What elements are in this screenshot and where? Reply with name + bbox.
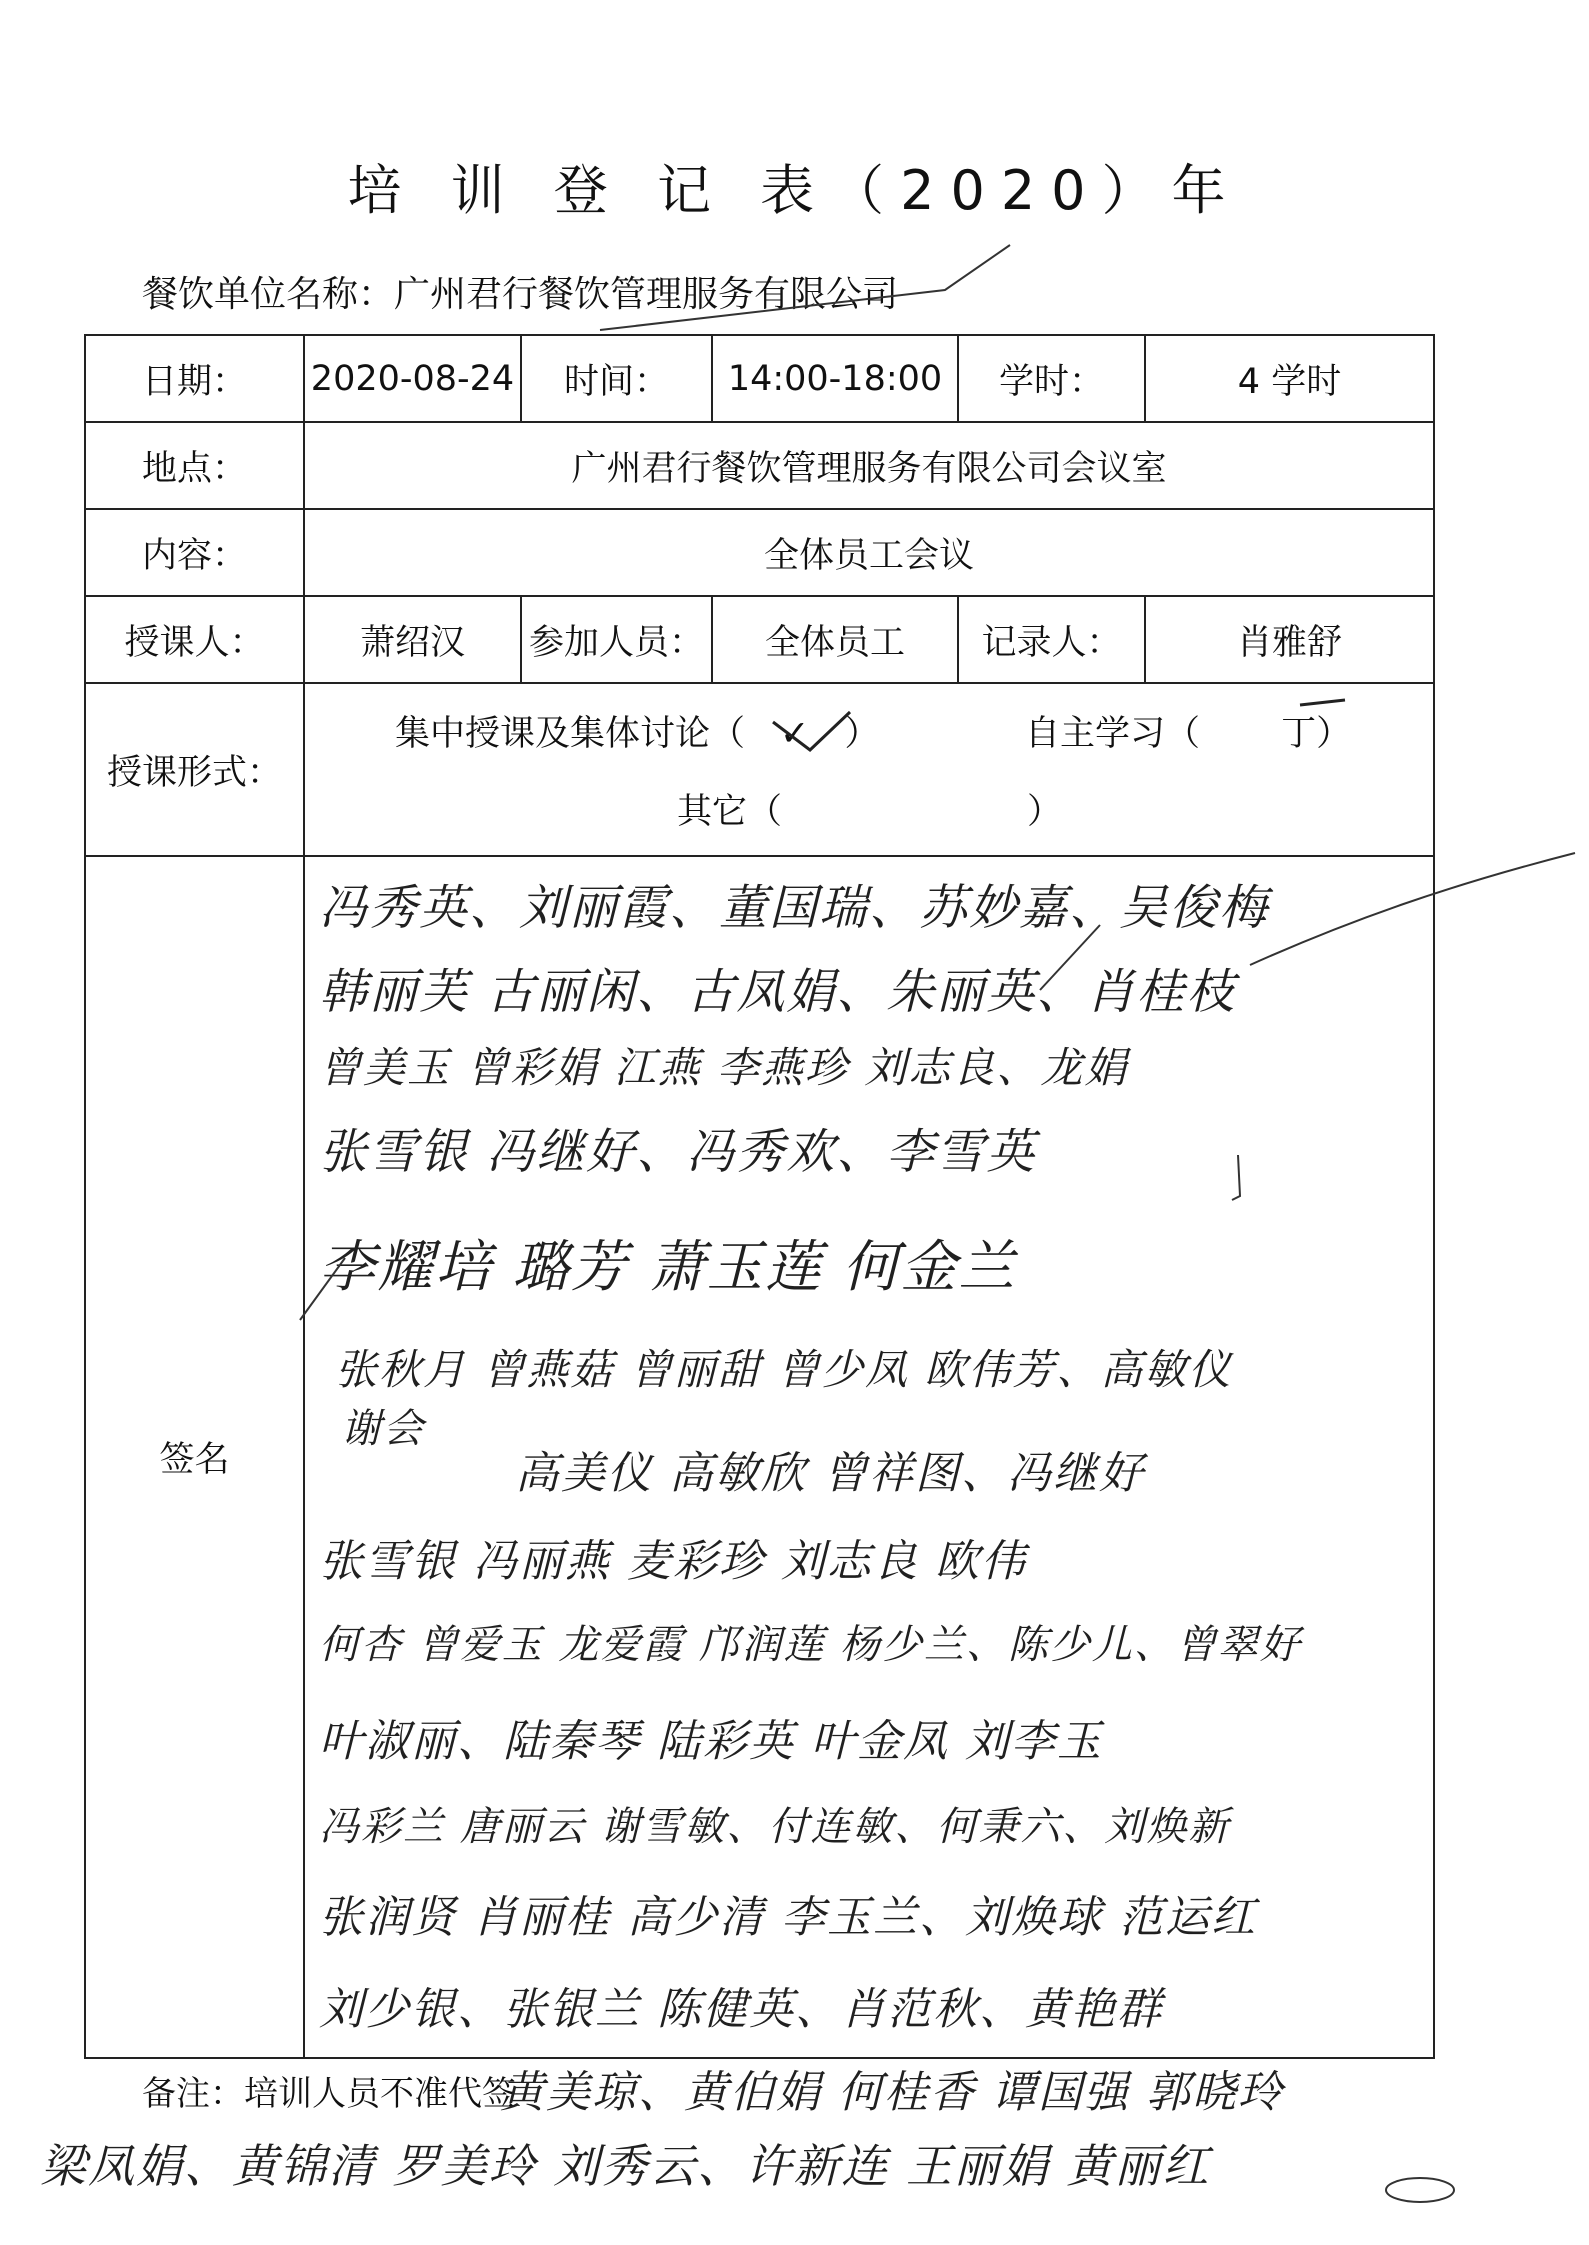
signature-line: 刘少银、张银兰 陈健英、肖范秋、黄艳群 xyxy=(319,1984,1163,2035)
content-value: 全体员工会议 xyxy=(304,509,1434,596)
unit-name-line xyxy=(142,266,898,317)
signature-line: 叶淑丽、陆秦琴 陆彩英 叶金凤 刘李玉 xyxy=(319,1716,1103,1767)
remark-inline-signatures: 黄美琼、黄伯娟 何桂香 谭国强 郭晓玲 xyxy=(500,2067,1284,2118)
participants-label: 参加人员： xyxy=(521,596,712,683)
signature-line: 高美仪 高敏欣 曾祥图、冯继好 xyxy=(515,1448,1145,1499)
signature-line: 韩丽芙 古丽闲、古凤娟、朱丽英、肖桂枝 xyxy=(319,964,1237,1020)
hours-label: 学时： xyxy=(958,335,1145,422)
signature-line: 张雪银 冯继好、冯秀欢、李雪英 xyxy=(319,1124,1037,1180)
signature-line: 张秋月 曾燕菇 曾丽甜 曾少凤 欧伟芳、高敏仪 xyxy=(335,1345,1233,1394)
content-label: 内容： xyxy=(85,509,304,596)
unit-name-value: 广州君行餐饮管理服务有限公司 xyxy=(394,274,899,315)
registration-table xyxy=(84,334,1435,2059)
method-option-self-study: 自主学习（ 丁） xyxy=(1025,714,1352,754)
location-label: 地点： xyxy=(85,422,304,509)
recorder-label: 记录人： xyxy=(958,596,1145,683)
lecturer-value: 萧绍汉 xyxy=(304,596,521,683)
date-row xyxy=(85,335,1434,422)
content-row xyxy=(85,509,1434,596)
signature-line: 冯彩兰 唐丽云 谢雪敏、付连敏、何秉六、刘焕新 xyxy=(319,1804,1231,1850)
hours-value: 4 学时 xyxy=(1145,335,1434,422)
signature-label: 签名 xyxy=(85,856,304,2058)
signature-line: 何杏 曾爱玉 龙爱霞 邝润莲 杨少兰、陈少儿、曾翠好 xyxy=(319,1622,1302,1668)
pen-loop xyxy=(1386,2178,1454,2202)
signature-line: 冯秀英、刘丽霞、董国瑞、苏妙嘉、吴俊梅 xyxy=(319,880,1270,936)
method-row xyxy=(85,683,1434,856)
method-options xyxy=(304,683,1434,856)
method-option-centralized: 集中授课及集体讨论（ ✓ ） xyxy=(395,714,880,754)
time-label: 时间： xyxy=(521,335,712,422)
signature-line: 张雪银 冯丽燕 麦彩珍 刘志良 欧伟 xyxy=(319,1536,1027,1587)
date-value: 2020-08-24 xyxy=(304,335,521,422)
remark-note: 备注：培训人员不准代签 xyxy=(142,2074,516,2114)
recorder-value: 肖雅舒 xyxy=(1145,596,1434,683)
people-row xyxy=(85,596,1434,683)
signature-line: 李耀培 璐芳 萧玉莲 何金兰 xyxy=(319,1235,1017,1300)
method-label: 授课形式： xyxy=(85,683,304,856)
lecturer-label: 授课人： xyxy=(85,596,304,683)
time-value: 14:00-18:00 xyxy=(712,335,958,422)
form-title: 培 训 登 记 表（2020）年 xyxy=(347,159,1242,222)
method-option-other: 其它（ ） xyxy=(677,792,1063,832)
bottom-signatures: 梁凤娟、黄锦清 罗美玲 刘秀云、许新连 王丽娟 黄丽红 xyxy=(40,2139,1211,2193)
date-label: 日期： xyxy=(85,335,304,422)
signature-row xyxy=(85,856,1434,2058)
location-value: 广州君行餐饮管理服务有限公司会议室 xyxy=(304,422,1434,509)
location-row xyxy=(85,422,1434,509)
signature-line: 谢会 xyxy=(341,1406,425,1452)
signature-line: 曾美玉 曾彩娟 江燕 李燕珍 刘志良、龙娟 xyxy=(319,1043,1129,1092)
signature-line: 张润贤 肖丽桂 高少清 李玉兰、刘焕球 范运红 xyxy=(319,1892,1257,1943)
participants-value: 全体员工 xyxy=(712,596,958,683)
signature-area xyxy=(304,856,1434,2058)
unit-name-label: 餐饮单位名称： xyxy=(142,274,395,315)
